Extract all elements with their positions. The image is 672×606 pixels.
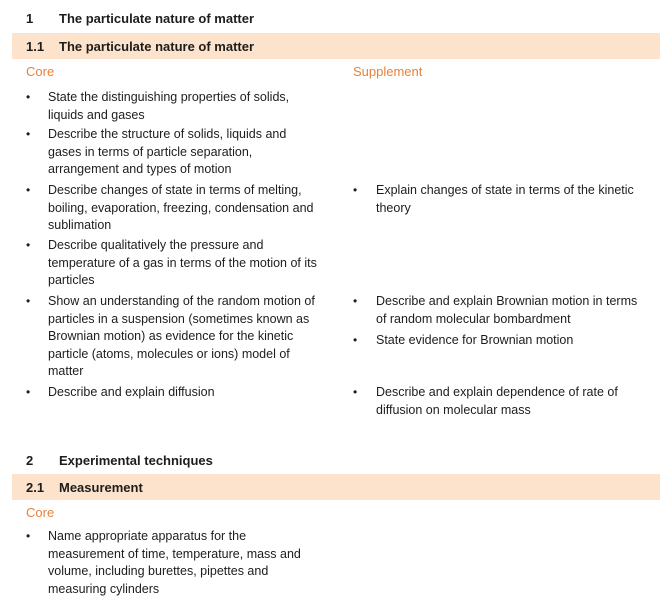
bullet-icon: • bbox=[353, 183, 358, 197]
supplement-item: State evidence for Brownian motion bbox=[376, 333, 574, 347]
supplement-item: Describe and explain dependence of rate of diffusion on molecular mass bbox=[376, 385, 618, 417]
section-2-title: Experimental techniques bbox=[59, 453, 213, 468]
core-item: State the distinguishing properties of solids, liquids and gases bbox=[48, 90, 290, 122]
subsection-2-1-band bbox=[12, 474, 660, 500]
core-column-heading-2: Core bbox=[26, 505, 55, 520]
subsection-1-1-number: 1.1 bbox=[26, 39, 45, 54]
bullet-icon: • bbox=[26, 529, 31, 543]
subsection-1-1-title: The particulate nature of matter bbox=[59, 39, 255, 54]
bullet-icon: • bbox=[353, 385, 358, 399]
section-1-title: The particulate nature of matter bbox=[59, 11, 255, 26]
supplement-column-heading: Supplement bbox=[353, 64, 423, 79]
subsection-2-1-number: 2.1 bbox=[26, 480, 45, 495]
core-item: Describe qualitatively the pressure and temperature of a gas in terms of the motion of its particles bbox=[48, 238, 317, 287]
bullet-icon: • bbox=[26, 294, 31, 308]
subsection-1-1-band bbox=[12, 33, 660, 59]
core-item: Describe changes of state in terms of melting, boiling, evaporation, freezing, condensation and sublimation bbox=[48, 183, 314, 232]
core-column-heading: Core bbox=[26, 64, 55, 79]
supplement-item: Describe and explain Brownian motion in terms of random molecular bombardment bbox=[376, 294, 638, 326]
core-item: Show an understanding of the random motion of particles in a suspension (sometimes known as Brownian motion) as evidence for the kinetic particle (atoms, molecules or ions) model of matter bbox=[48, 294, 315, 378]
bullet-icon: • bbox=[26, 183, 31, 197]
supplement-item: Explain changes of state in terms of the kinetic theory bbox=[376, 183, 634, 215]
bullet-icon: • bbox=[26, 385, 31, 399]
bullet-icon: • bbox=[26, 238, 31, 252]
core-item: Describe the structure of solids, liquids and gases in terms of particle separation, arrangement and types of motion bbox=[48, 127, 287, 176]
section-1-number: 1 bbox=[26, 11, 34, 26]
core-item: Describe and explain diffusion bbox=[48, 385, 215, 399]
bullet-icon: • bbox=[353, 294, 358, 308]
section-2-number: 2 bbox=[26, 453, 34, 468]
bullet-icon: • bbox=[353, 333, 358, 347]
core-item: Name appropriate apparatus for the measurement of time, temperature, mass and volume, including burettes, pipettes and measuring cylinders bbox=[48, 529, 301, 596]
bullet-icon: • bbox=[26, 127, 31, 141]
subsection-2-1-title: Measurement bbox=[59, 480, 143, 495]
bullet-icon: • bbox=[26, 90, 31, 104]
